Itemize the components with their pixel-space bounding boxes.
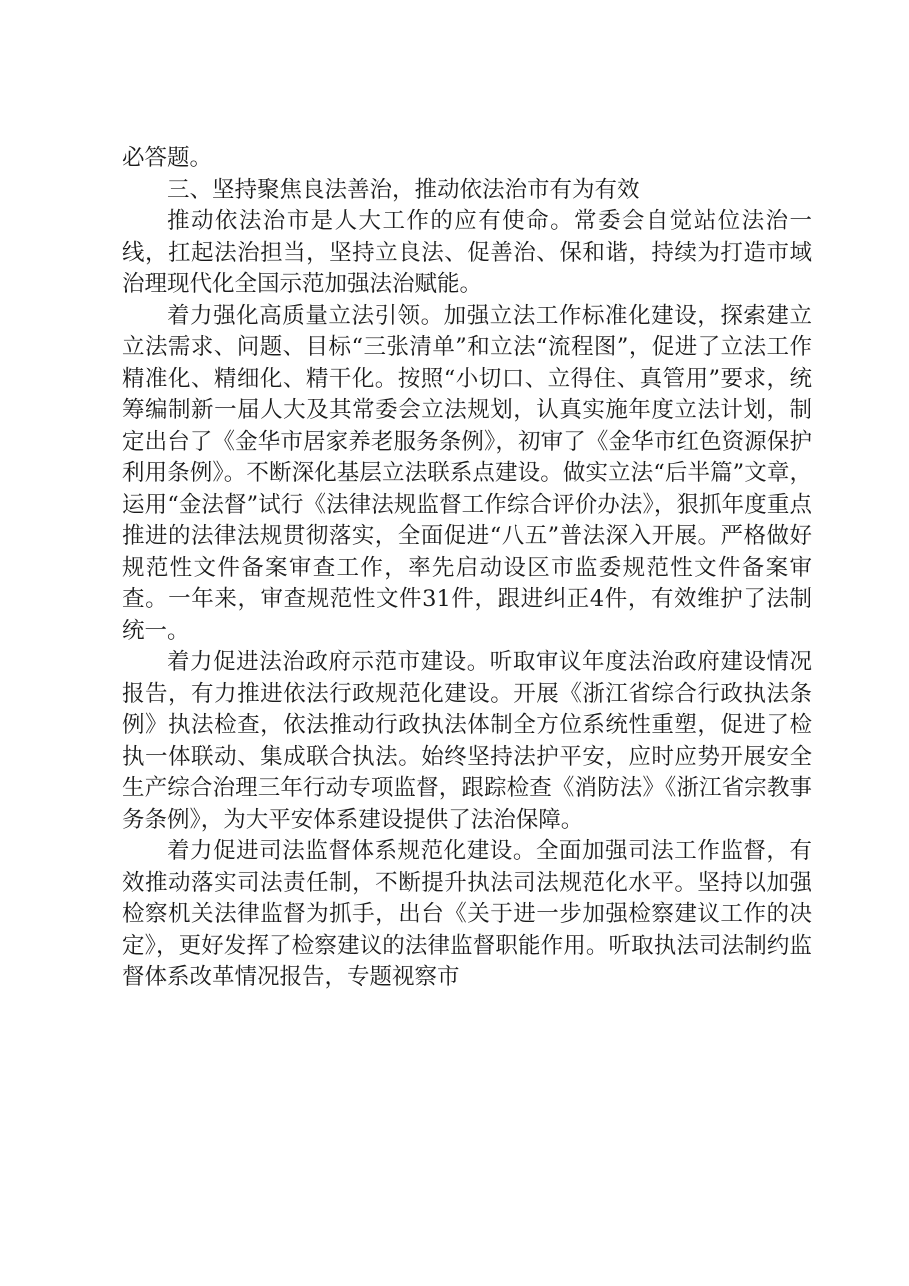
paragraph-continuation: 必答题。 <box>122 145 213 171</box>
document-body <box>122 143 812 994</box>
paragraph: 着力强化高质量立法引领。加强立法工作标准化建设，探索建立立法需求、问题、目标“三张清单”和立法“流程图”，促进了立法工作精准化、精细化、精干化。按照“小切口、立得住、真管用”要求，统筹编制新一届人大及其常委会立法规划，认真实施年度立法计划，制定出台了《金华市居家养老服务条例》，初审了《金华市红色资源保护利用条例》。不断深化基层立法联系点建设。做实立法“后半篇”文章，运用“金法督”试行《法律法规监督工作综合评价办法》，狠抓年度重点推进的法律法规贯彻落实，全面促进“八五”普法深入开展。严格做好规范性文件备案审查工作，率先启动设区市监委规范性文件备案审查。一年来，审查规范性文件31件，跟进纠正4件，有效维护了法制统一。 <box>122 302 812 644</box>
paragraph: 着力促进法治政府示范市建设。听取审议年度法治政府建设情况报告，有力推进依法行政规范化建设。开展《浙江省综合行政执法条例》执法检查，依法推动行政执法体制全方位系统性重塑，促进了检执一体联动、集成联合执法。始终坚持法护平安，应时应势开展安全生产综合治理三年行动专项监督，跟踪检查《消防法》《浙江省宗教事务条例》，为大平安体系建设提供了法治保障。 <box>122 649 812 833</box>
section-heading: 三、坚持聚焦良法善治，推动依法治市有为有效 <box>167 176 640 203</box>
paragraph: 着力促进司法监督体系规范化建设。全面加强司法工作监督，有效推动落实司法责任制，不断提升执法司法规范化水平。坚持以加强检察机关法律监督为抓手，出台《关于进一步加强检察建议工作的决定》，更好发挥了检察建议的法律监督职能作用。听取执法司法制约监督体系改革情况报告，专题视察市 <box>122 838 812 990</box>
paragraph: 推动依法治市是人大工作的应有使命。常委会自觉站位法治一线，扛起法治担当，坚持立良法、促善治、保和谐，持续为打造市域治理现代化全国示范加强法治赋能。 <box>122 208 812 297</box>
